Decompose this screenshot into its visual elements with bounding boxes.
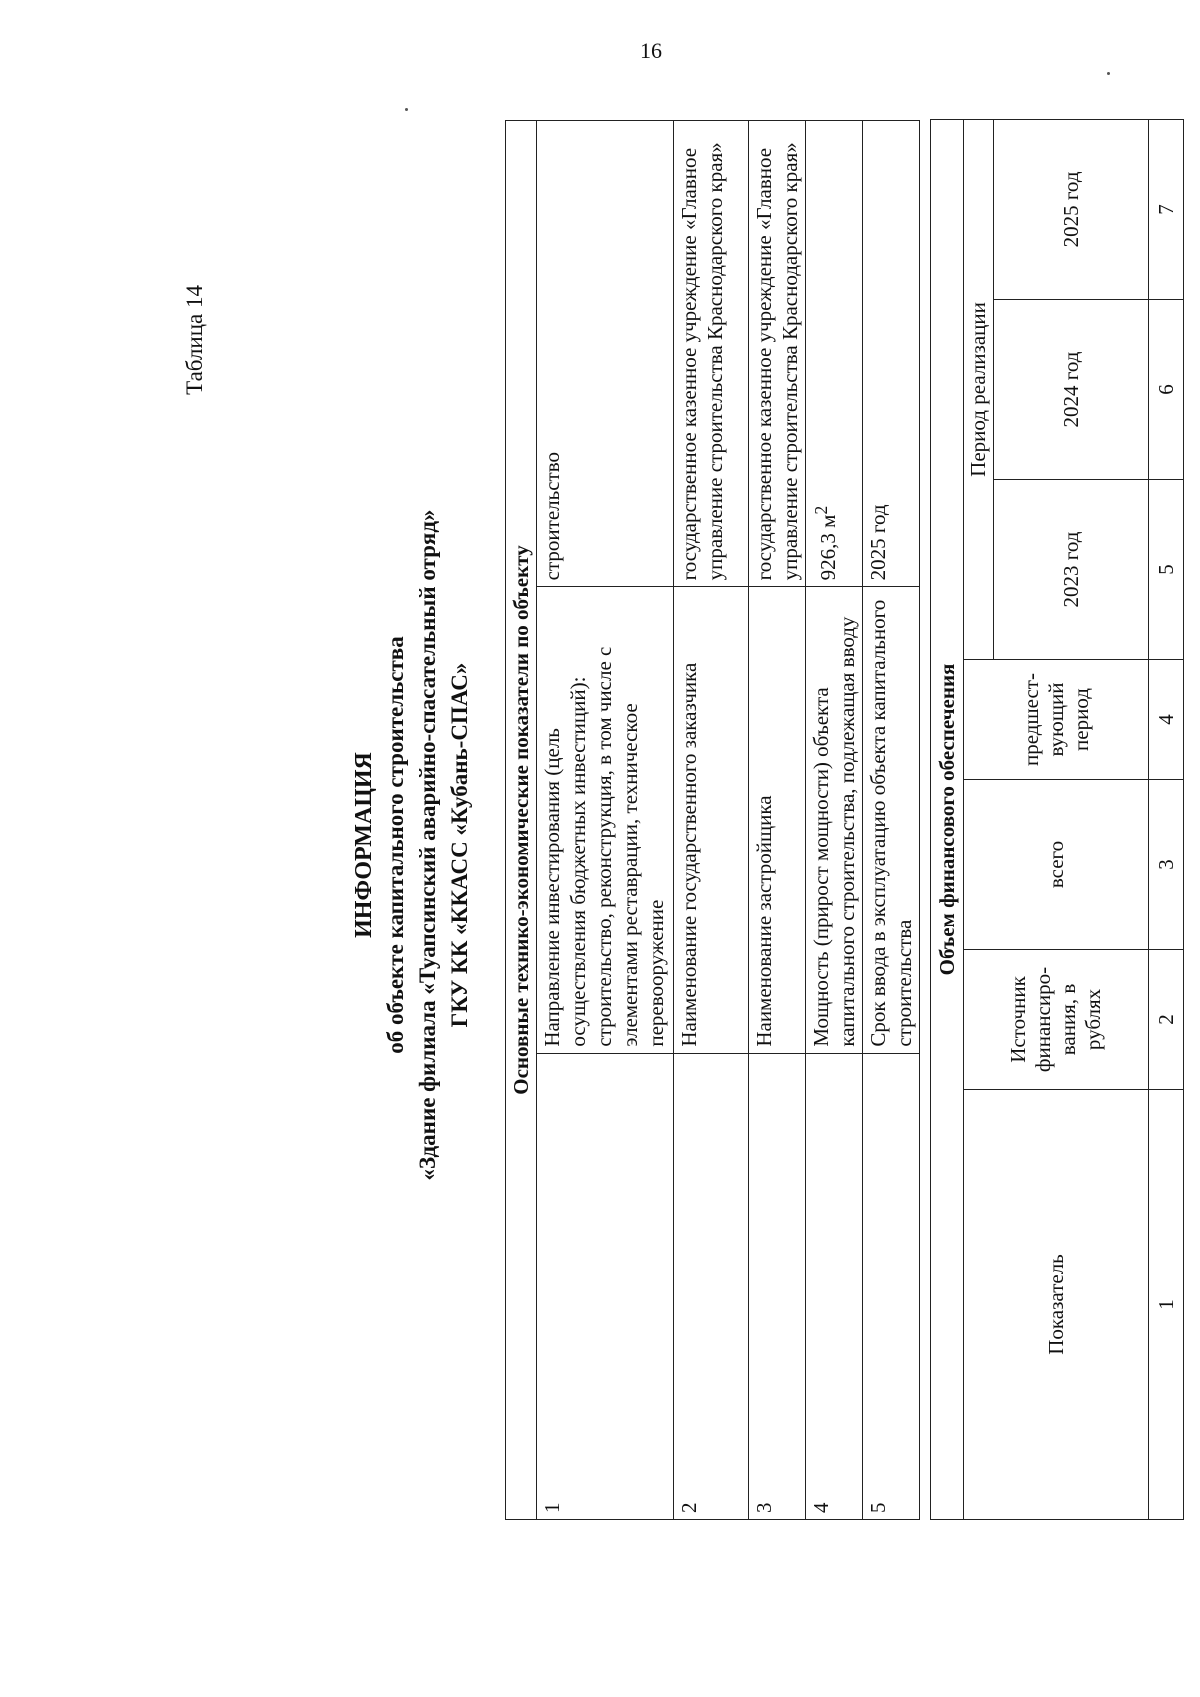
table-row (674, 121, 749, 1520)
heading-line-3: ГКУ КК «ККАСС «Кубань-СПАС» (447, 662, 472, 1028)
column-number: 5 (1149, 480, 1184, 660)
row-name: Направление инвестирования (цель осуществления бюджетных инвестиций): строительство, реконструкция, в том числе с элементами реставрации, техническое перевооружение (537, 587, 674, 1053)
column-numbers-row (1149, 119, 1184, 1519)
row-value: 2025 год (863, 121, 920, 587)
row-name: Мощность (прирост мощности) объекта капитального строительства, подлежащая вводу (806, 587, 863, 1053)
row-number: 2 (674, 1053, 749, 1519)
table-label: Таблица 14 (182, 285, 207, 395)
capacity-unit-exponent: 2 (811, 505, 831, 515)
row-number: 5 (863, 1053, 920, 1519)
year-2025: 2025 год (994, 119, 1149, 299)
capacity-value: 926,3 м (816, 514, 840, 581)
year-2024: 2024 год (994, 300, 1149, 480)
col-source: Источник финансиро- вания, в рублях (964, 950, 1149, 1090)
row-name: Наименование застройщика (749, 587, 806, 1053)
col-indicator: Показатель (964, 1090, 1149, 1520)
year-2023: 2023 год (994, 480, 1149, 660)
row-number: 3 (749, 1053, 806, 1519)
column-number: 3 (1149, 780, 1184, 950)
heading-line-1: об объекте капитального строительства (383, 636, 408, 1054)
col-total: всего (964, 780, 1149, 950)
period-label: Период реализации (964, 119, 994, 659)
row-number: 4 (806, 1053, 863, 1519)
table-row (537, 121, 674, 1520)
finance-title: Объем финансового обеспечения (931, 119, 964, 1519)
row-value: строительство (537, 121, 674, 587)
row-name: Срок ввода в эксплуатацию объекта капитального строительства (863, 587, 920, 1053)
section-header-row (506, 121, 537, 1520)
row-number: 1 (537, 1053, 674, 1519)
rotated-page-content (70, 85, 1200, 1605)
column-number: 6 (1149, 300, 1184, 480)
row-value: государственное казенное учреждение «Главное управление строительства Краснодарского края» (749, 121, 806, 587)
section-title: Основные технико-экономические показатели по объекту (506, 121, 537, 1520)
row-name: Наименование государственного заказчика (674, 587, 749, 1053)
page-number: 16 (640, 38, 662, 63)
heading-title: ИНФОРМАЦИЯ (351, 752, 377, 938)
finance-header-row (964, 119, 994, 1519)
table-row (806, 121, 863, 1520)
table-row (863, 121, 920, 1520)
table-row (749, 121, 806, 1520)
indicators-table (505, 120, 920, 1520)
row-value: государственное казенное учреждение «Главное управление строительства Краснодарского края» (674, 121, 749, 587)
row-value (806, 121, 863, 587)
document-heading (348, 85, 476, 1605)
column-number: 4 (1149, 660, 1184, 780)
column-number: 7 (1149, 119, 1184, 299)
scan-speck (1107, 72, 1110, 75)
finance-title-row (931, 119, 964, 1519)
column-number: 1 (1149, 1090, 1184, 1520)
col-previous: предшест- вующий период (964, 660, 1149, 780)
finance-table (930, 119, 1184, 1520)
column-number: 2 (1149, 950, 1184, 1090)
heading-line-2: «Здание филиала «Туапсинский аварийно-спасательный отряд» (415, 509, 440, 1181)
